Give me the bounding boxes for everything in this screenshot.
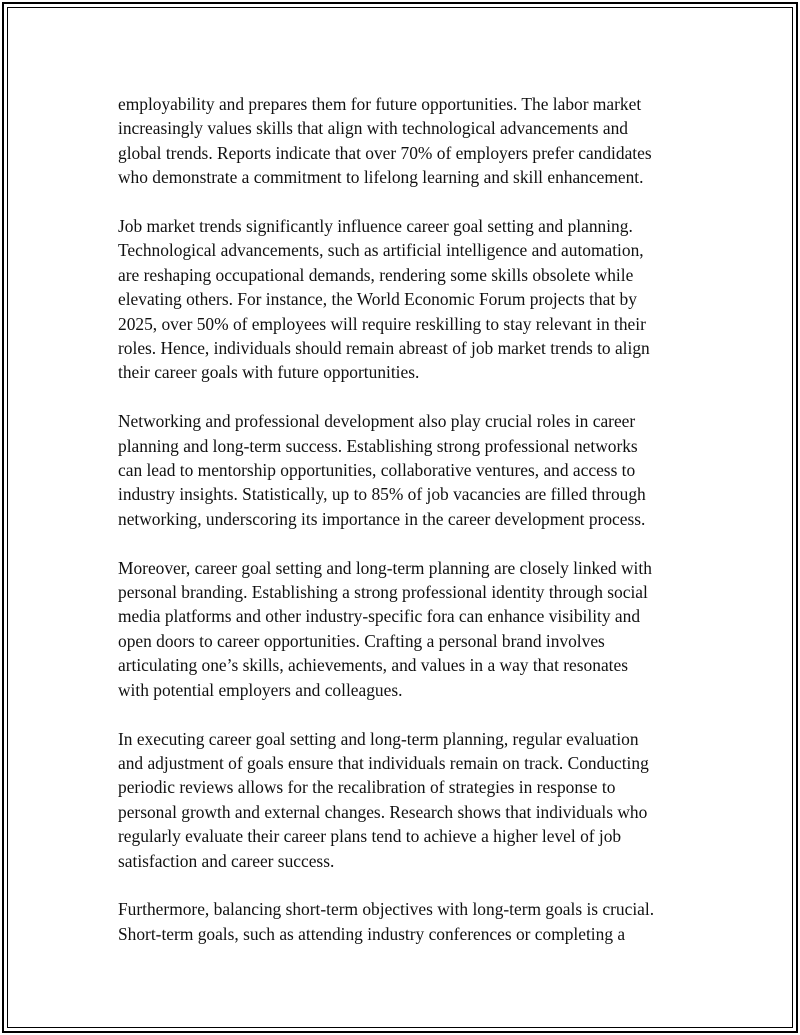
paragraph-evaluation: In executing career goal setting and long-term planning, regular evaluation and adjustment of goals ensure that individuals remain on track. Conducting periodic reviews allows for the recalibration of strategies in response to personal growth and external changes. Research shows that individuals who regularly evaluate their career plans tend to achieve a higher level of job satisfaction and career success.: [118, 728, 649, 871]
paragraph-personal-branding: Moreover, career goal setting and long-term planning are closely linked with personal branding. Establishing a strong professional identity through social media platforms and other industry-specific fora can enhance visibility and open doors to career opportunities. Crafting a personal brand involves articulating one’s skills, achievements, and values in a way that resonates with potential employers and colleagues.: [118, 557, 652, 700]
document-body: [118, 92, 690, 971]
paragraph-employability: employability and prepares them for future opportunities. The labor market increasingly values skills that align with technological advancements and global trends. Reports indicate that over 70% of employers prefer candidates who demonstrate a commitment to lifelong learning and skill enhancement.: [118, 94, 652, 188]
paragraph-balancing-goals: Furthermore, balancing short-term objectives with long-term goals is crucial. Short-term goals, such as attending industry conferences or completing a: [118, 899, 655, 944]
paragraph-networking: Networking and professional development also play crucial roles in career planning and long-term success. Establishing strong professional networks can lead to mentorship opportunities, collaborative ventures, and access to industry insights. Statistically, up to 85% of job vacancies are filled through networking, underscoring its importance in the career development process.: [118, 411, 646, 529]
paragraph-job-market-trends: Job market trends significantly influence career goal setting and planning. Technological advancements, such as artificial intelligence and automation, are reshaping occupational demands, rendering some skills obsolete while elevating others. For instance, the World Economic Forum projects that by 2025, over 50% of employees will require reskilling to stay relevant in their roles. Hence, individuals should remain abreast of job market trends to align their career goals with future opportunities.: [118, 216, 650, 383]
